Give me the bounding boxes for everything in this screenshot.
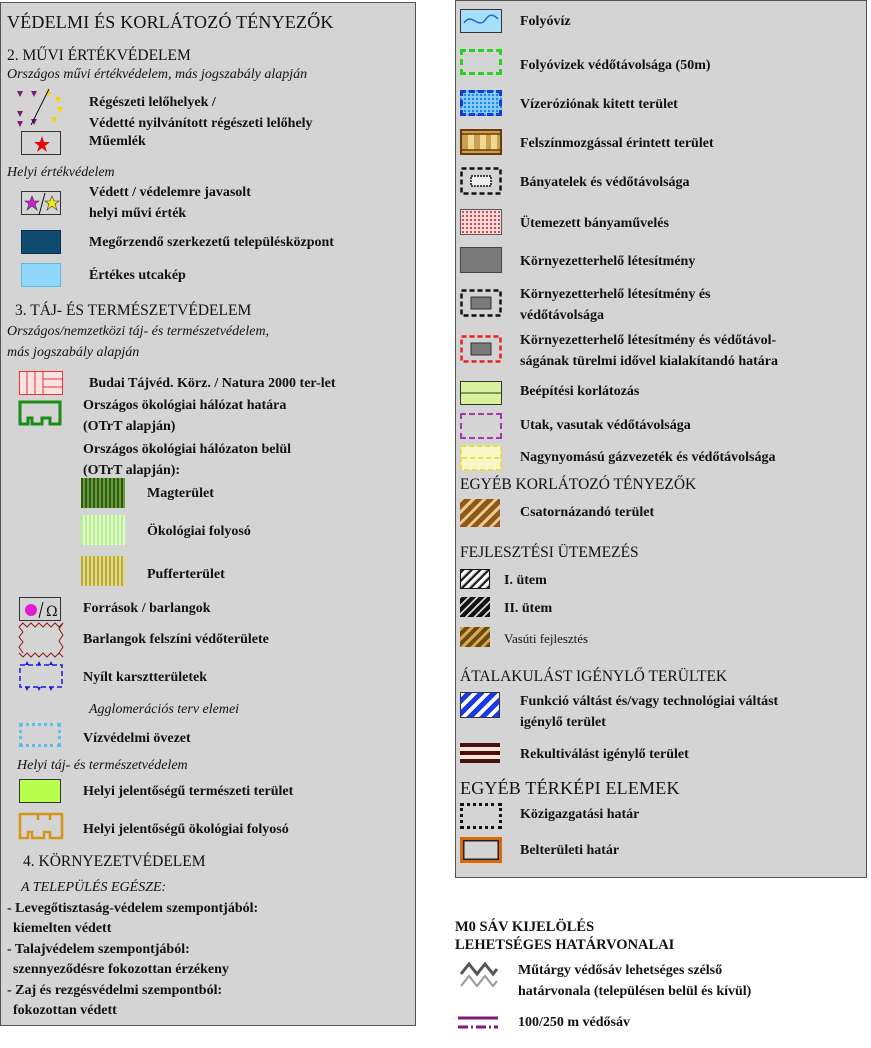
springs-caves-symbol bbox=[19, 597, 61, 621]
phase-1-symbol bbox=[460, 569, 490, 589]
air-protection-2: kiemelten védett bbox=[13, 921, 112, 936]
eco-corridor-symbol bbox=[81, 515, 125, 545]
local-value-heading: Helyi értékvédelem bbox=[7, 165, 115, 180]
air-protection-1: - Levegőtisztaság-védelem szempontjából: bbox=[7, 901, 259, 916]
local-landscape-heading: Helyi táj- és természetvédelem bbox=[17, 758, 188, 773]
strip-buffer-label: 100/250 m védősáv bbox=[518, 1015, 630, 1030]
svg-text:Ω: Ω bbox=[46, 604, 58, 620]
watercourse-label: Folyóvíz bbox=[520, 14, 571, 29]
admin-border-label: Közigazgatási határ bbox=[520, 807, 640, 822]
development-heading: FEJLESZTÉSI ÜTEMEZÉS bbox=[460, 544, 639, 561]
eco-border-label-2: (OTrT alapján) bbox=[83, 419, 176, 434]
polluting-tolerance-label-1: Környezetterhelő létesítmény és védőtávol- bbox=[520, 333, 777, 348]
sewer-area-label: Csatornázandó terület bbox=[520, 505, 655, 520]
karst-symbol bbox=[19, 661, 63, 691]
function-change-symbol bbox=[460, 692, 500, 718]
m0-heading-2: LEHETSÉGES HATÁRVONALAI bbox=[455, 937, 675, 953]
agglomeration-heading: Agglomerációs terv elemei bbox=[89, 702, 240, 717]
quarry-symbol bbox=[460, 167, 502, 195]
building-restriction-symbol bbox=[460, 381, 502, 405]
local-eco-corridor-label: Helyi jelentőségű ökológiai folyosó bbox=[83, 822, 289, 837]
quarry-label: Bányatelek és védőtávolsága bbox=[520, 175, 690, 190]
soil-protection-2: szennyeződésre fokozottan érzékeny bbox=[13, 962, 229, 977]
water-erosion-symbol bbox=[460, 90, 502, 116]
structure-buffer-symbol bbox=[460, 962, 498, 988]
watercourse-symbol bbox=[460, 9, 502, 33]
section-3-subheading-1: Országos/nemzetközi táj- és természetvédelem, bbox=[7, 324, 270, 339]
monument-symbol bbox=[21, 131, 61, 155]
streetscape-label: Értékes utcakép bbox=[89, 268, 186, 283]
strip-buffer-symbol bbox=[458, 1014, 498, 1030]
admin-border-symbol bbox=[460, 803, 502, 829]
polluting-facility-symbol bbox=[460, 247, 502, 273]
sewer-area-symbol bbox=[460, 499, 500, 527]
local-value-label-1: Védett / védelemre javasolt bbox=[89, 185, 251, 200]
recultivation-symbol bbox=[460, 743, 500, 763]
protection-legend-panel bbox=[0, 2, 416, 1026]
water-protection-label: Vízvédelmi övezet bbox=[83, 731, 191, 746]
local-nature-label: Helyi jelentőségű természeti terület bbox=[83, 784, 294, 799]
archaeology-label-1: Régészeti lelőhelyek / bbox=[89, 95, 216, 110]
road-rail-buffer-label: Utak, vasutak védőtávolsága bbox=[520, 418, 691, 433]
road-rail-buffer-symbol bbox=[460, 413, 502, 439]
springs-caves-label: Források / barlangok bbox=[83, 601, 211, 616]
rail-development-symbol bbox=[460, 627, 490, 647]
m0-heading-1: M0 SÁV KIJELÖLÉS bbox=[455, 919, 595, 935]
streetscape-symbol bbox=[21, 263, 61, 287]
structure-buffer-label-1: Műtárgy védősáv lehetséges szélső bbox=[518, 963, 723, 978]
core-area-symbol bbox=[81, 478, 125, 508]
karst-label: Nyílt karsztterületek bbox=[83, 670, 208, 685]
water-protection-symbol bbox=[19, 723, 61, 747]
rail-development-label: Vasúti fejlesztés bbox=[504, 631, 589, 646]
surface-movement-symbol bbox=[460, 129, 502, 155]
phase-2-symbol bbox=[460, 597, 490, 617]
whole-town-heading: A TELEPÜLÉS EGÉSZE: bbox=[21, 880, 167, 895]
water-erosion-label: Vízeróziónak kitett terület bbox=[520, 97, 678, 112]
cave-surface-label: Barlangok felszíni védőterülete bbox=[83, 632, 269, 647]
eco-corridor-label: Ökológiai folyosó bbox=[147, 524, 251, 539]
polluting-facility-label: Környezetterhelő létesítmény bbox=[520, 254, 696, 269]
watercourse-buffer-label: Folyóvizek védőtávolsága (50m) bbox=[520, 58, 711, 73]
structure-buffer-label-2: határvonala (településen belül és kívül) bbox=[518, 984, 752, 999]
core-area-label: Magterület bbox=[147, 486, 214, 501]
phase-1-label: I. ütem bbox=[504, 573, 547, 588]
gas-pipeline-symbol bbox=[460, 445, 502, 471]
monument-label: Műemlék bbox=[89, 134, 146, 149]
polluting-tolerance-label-2: ságának türelmi idővel kialakítandó határa bbox=[520, 354, 779, 369]
gas-pipeline-label: Nagynyomású gázvezeték és védőtávolsága bbox=[520, 450, 776, 465]
soil-protection-1: - Talajvédelem szempontjából: bbox=[7, 942, 190, 957]
inner-border-symbol bbox=[460, 837, 502, 863]
noise-protection-2: fokozottan védett bbox=[13, 1003, 117, 1018]
section-4-heading: 4. KÖRNYEZETVÉDELEM bbox=[23, 853, 206, 870]
section-2-subheading: Országos művi értékvédelem, más jogszabály alapján bbox=[7, 67, 308, 82]
other-restrictions-heading: EGYÉB KORLÁTOZÓ TÉNYEZŐK bbox=[460, 476, 697, 493]
archaeology-label-2: Védetté nyilvánított régészeti lelőhely bbox=[89, 116, 313, 131]
eco-inside-label-1: Országos ökológiai hálózaton belül bbox=[83, 442, 292, 457]
budai-natura-label: Budai Tájvéd. Körz. / Natura 2000 ter-let bbox=[89, 376, 336, 391]
restriction-legend-panel bbox=[455, 0, 867, 878]
eco-network-border-symbol bbox=[19, 401, 61, 425]
local-nature-symbol bbox=[19, 779, 61, 803]
local-eco-corridor-symbol bbox=[19, 813, 63, 839]
section-3-subheading-2: más jogszabály alapján bbox=[7, 345, 140, 360]
buffer-area-symbol bbox=[81, 556, 125, 586]
section-3-heading: 3. TÁJ- ÉS TERMÉSZETVÉDELEM bbox=[15, 302, 252, 319]
other-map-elements-heading: EGYÉB TÉRKÉPI ELEMEK bbox=[460, 778, 680, 798]
polluting-buffer-label-2: védőtávolsága bbox=[520, 308, 604, 323]
scheduled-mining-label: Ütemezett bányaművelés bbox=[520, 216, 669, 231]
transformation-heading: ÁTALAKULÁST IGÉNYLŐ TERÜLTEK bbox=[460, 668, 728, 685]
eco-border-label-1: Országos ökológiai hálózat határa bbox=[83, 398, 287, 413]
function-change-label-1: Funkció váltást és/vagy technológiai váltást bbox=[520, 694, 779, 709]
town-center-label: Megőrzendő szerkezetű településközpont bbox=[89, 235, 334, 250]
polluting-buffer-symbol bbox=[460, 289, 502, 317]
section-2-heading: 2. MŰVI ÉRTÉKVÉDELEM bbox=[7, 47, 191, 64]
buffer-area-label: Pufferterület bbox=[147, 567, 225, 582]
building-restriction-label: Beépítési korlátozás bbox=[520, 384, 640, 399]
local-value-symbol bbox=[21, 191, 61, 215]
polluting-buffer-label-1: Környezetterhelő létesítmény és bbox=[520, 287, 711, 302]
cave-surface-symbol bbox=[19, 623, 63, 657]
noise-protection-1: - Zaj és rezgésvédelmi szempontból: bbox=[7, 983, 223, 998]
local-value-label-2: helyi művi érték bbox=[89, 206, 187, 221]
polluting-tolerance-symbol bbox=[460, 335, 502, 363]
archaeology-site-symbol bbox=[13, 87, 63, 127]
legend-title: VÉDELMI ÉS KORLÁTOZÓ TÉNYEZŐK bbox=[7, 12, 334, 32]
eco-inside-label-2: (OTrT alapján): bbox=[83, 463, 181, 478]
town-center-symbol bbox=[21, 230, 61, 254]
inner-border-label: Belterületi határ bbox=[520, 843, 620, 858]
recultivation-label: Rekultiválást igénylő terület bbox=[520, 747, 689, 762]
surface-movement-label: Felszínmozgással érintett terület bbox=[520, 136, 714, 151]
budai-natura-symbol bbox=[19, 371, 63, 395]
phase-2-label: II. ütem bbox=[504, 601, 553, 616]
watercourse-buffer-symbol bbox=[460, 49, 502, 75]
function-change-label-2: igénylő terület bbox=[520, 715, 606, 730]
scheduled-mining-symbol bbox=[460, 209, 502, 235]
